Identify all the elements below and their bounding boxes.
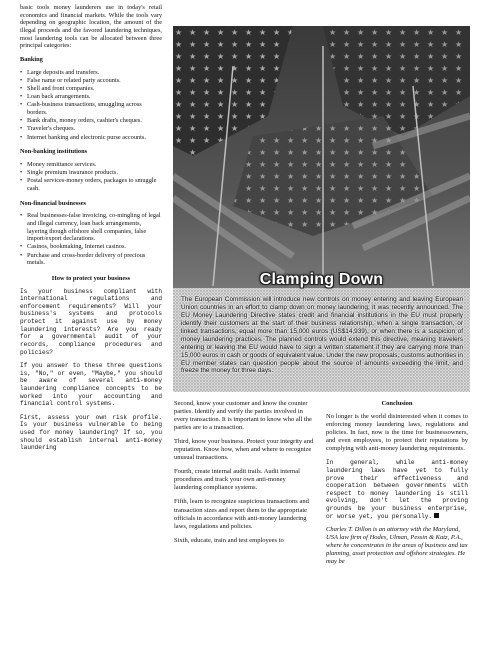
conclusion-paragraph-1: No longer is the world disinterested when it comes to enforcing money laundering laws, regulations and policies. In fact, now is the time for businessowners, and even employees, to protect their reputations by complying with anti-money laundering requirements. [326, 413, 468, 453]
conclusion-heading: Conclusion [381, 400, 413, 407]
non-banking-heading: Non-banking institutions [20, 148, 88, 156]
non-financial-heading: Non-financial businesses [20, 199, 86, 207]
list-item: • Loan back arrangements. [20, 93, 162, 101]
list-item: • Casinos, bookmaking, Internet casinos. [20, 243, 162, 251]
middle-paragraph-5: Sixth, educate, train and test employees to [174, 536, 284, 544]
protect-heading: How to protect your business [51, 274, 131, 282]
right-column [326, 400, 468, 662]
end-mark-icon [434, 513, 439, 518]
conclusion-paragraph-2-text: In general, while anti-money laundering laws have yet to fully prove their effectiveness and cooperation between governments with respect to money laundering is still evolving, don't let the proving grounds be your business enterprise, or worse yet, you personally. [326, 459, 468, 520]
middle-paragraph-3: Fourth, create internal audit trails. Audit internal procedures and track your own anti-money laundering compliance systems. [174, 468, 300, 492]
middle-paragraph-4: Fifth, learn to recognize suspicious transactions and transaction sizes and report them to the appropriate officials in accordance with anti-money laundering laws, regulations and policies. [174, 498, 309, 530]
middle-paragraph-1: Second, know your customer and know the counter parties. Identify and verify the parties involved in every transaction. It is important to know who all the parties are to a transaction. [174, 400, 312, 432]
feature-sidebar [173, 26, 470, 392]
left-column [20, 4, 162, 661]
banking-heading: Banking [20, 56, 43, 64]
list-item: • Shell and front companies. [20, 85, 162, 93]
middle-column [174, 400, 314, 662]
non-financial-list [20, 212, 162, 267]
list-item: • Traveler's cheques. [20, 125, 162, 133]
list-item: • Cash-business transactions, smuggling across borders. [20, 101, 162, 116]
middle-paragraph-2: Third, know your business. Protect your integrity and reputation. Know how, when and where to recognize unusual transactions. [174, 438, 314, 462]
protect-paragraph-3: First, assess your own risk profile. Is your business vulnerable to being used for money laundering? If so, you should establish internal anti-money laundering [20, 413, 162, 452]
list-item: • Bank drafts, money orders, cashier's cheques. [20, 117, 162, 125]
protect-paragraph-1: Is your business compliant with international regulations and enforcement requirements? Will your business's systems and protocols protect it against use by money laundering interests? Are you ready for a governmental audit of your records, compliance procedures and policies? [20, 287, 162, 356]
feature-heading: Clamping Down [259, 271, 384, 288]
list-item: • Real businesses-false invoicing, co-mingling of legal and illegal currency, loan back arrangements, layering though offshore shell companies, false import/export declarations. [20, 212, 162, 243]
list-item: • Single premium insurance products. [20, 169, 162, 177]
list-item: • Postal services-money orders, packages to smuggle cash. [20, 177, 162, 192]
non-banking-list [20, 161, 162, 193]
conclusion-paragraph-2 [326, 459, 468, 520]
banking-list [20, 69, 162, 142]
list-item: • Money remittance services. [20, 161, 162, 169]
list-item: • Purchase and cross-border delivery of precious metals. [20, 252, 162, 267]
list-item: • False name or related party accounts. [20, 77, 162, 85]
protect-paragraph-2: If you answer to these three questions is, "No," or even, "Maybe," you should be aware of several anti-money laundering compliance concepts to be worked into your accounting and financial control systems. [20, 362, 162, 408]
list-item: • Internet banking and electronic purse accounts. [20, 134, 162, 142]
feature-text: The European Commission will introduce new controls on money entering and leaving European Union countries in an effort to clamp down on money laundering, it was recently announced. The EU Money Laundering Directive states credit and financial institutions in the EU must properly identify their customers at the start of their business relationship, when a single transaction, or linked transactions, equal more than 15,000 euros (US$14,939), or when there is a suspicion of money laundering practices. The planned controls would extend this directive, meaning travelers entering or leaving the EU would have to sign a written statement if they are carrying more than 15,000 euros in cash or goods of equivalent value. Under the new proposals, customs authorities in EU member states can question people about the source of amounts exceeding the limit, and freeze the money for three days. [181, 296, 463, 375]
list-item: • Large deposits and transfers. [20, 69, 162, 77]
author-bio: Charles T. Dillon is an attorney with the Maryland, USA law firm of Hodes, Ulman, Pessin & Katz, P.A., where he concentrates in the areas of business and tax planning, asset protection and offshore strategies. He may be [326, 526, 468, 566]
intro-paragraph: basic tools money launderers use in today's retail economics and financial markets. While the tools vary depending on geographic location, the amount of the illegal proceeds and the favored laundering techniques, most laundering tools can be allocated between three principal categories: [20, 4, 162, 50]
